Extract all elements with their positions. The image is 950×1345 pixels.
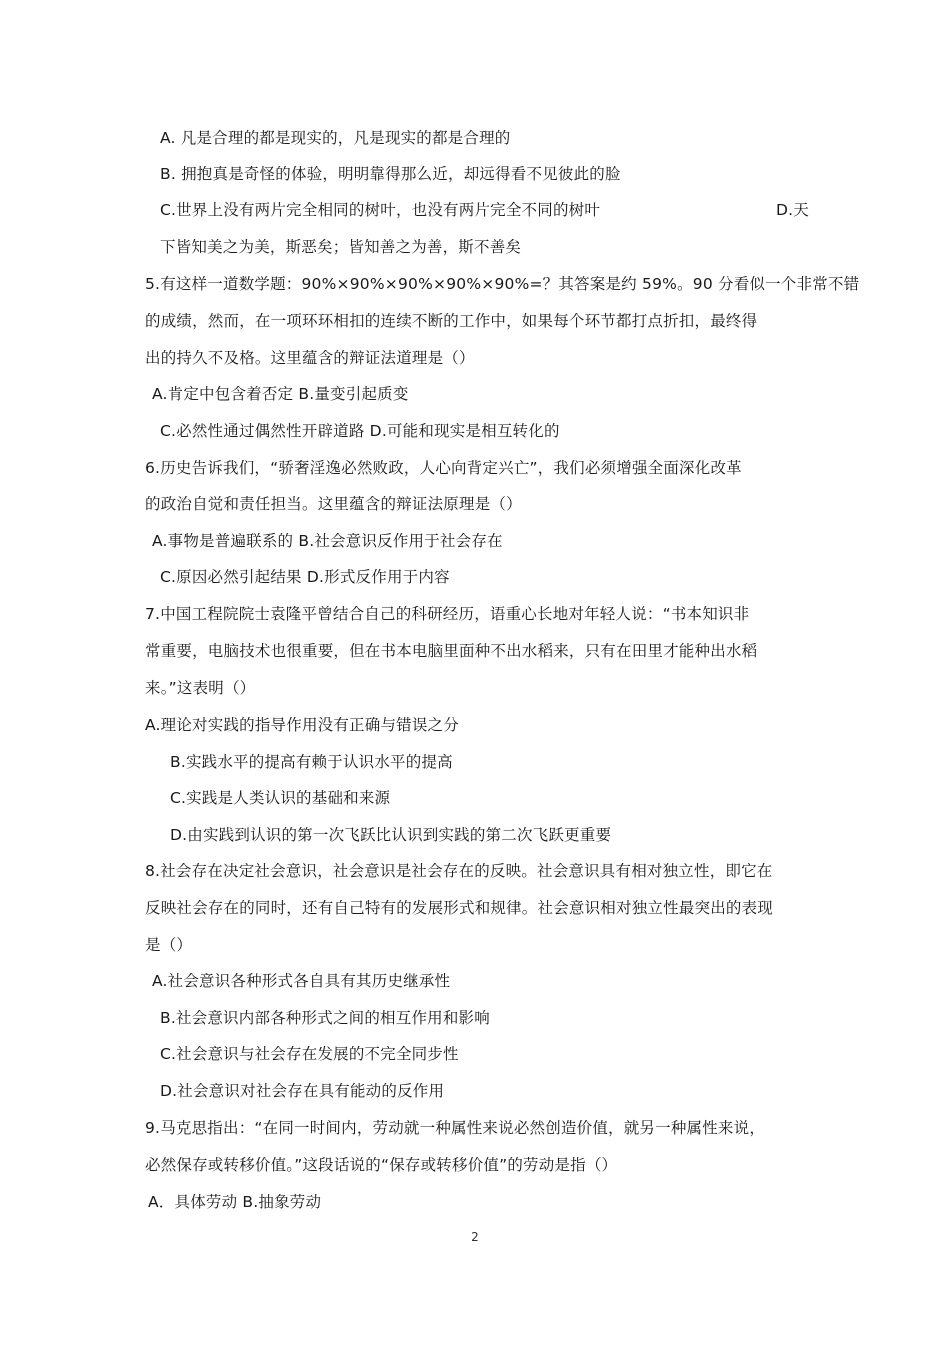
- option-6ab: A.事物是普遍联系的 B.社会意识反作用于社会存在: [152, 532, 503, 550]
- option-8c: C.社会意识与社会存在发展的不完全同步性: [160, 1045, 459, 1063]
- option-8d: D.社会意识对社会存在具有能动的反作用: [160, 1082, 445, 1100]
- question-7-line-1: 7.中国工程院院士袁隆平曾结合自己的科研经历，语重心长地对年轻人说：“书本知识非: [145, 605, 750, 623]
- option-5cd: C.必然性通过偶然性开辟道路 D.可能和现实是相互转化的: [160, 422, 560, 440]
- question-7-line-3: 来。”这表明（）: [145, 679, 256, 697]
- question-9-line-2: 必然保存或转移价值。”这段话说的“保存或转移价值”的劳动是指（）: [145, 1156, 618, 1174]
- page-number: 2: [471, 1230, 479, 1244]
- option-5ab: A.肯定中包含着否定 B.量变引起质变: [152, 385, 409, 403]
- option-9ab: A．具体劳动 B.抽象劳动: [148, 1193, 322, 1211]
- option-7a: A.理论对实践的指导作用没有正确与错误之分: [145, 716, 459, 734]
- question-8-line-3: 是（）: [145, 936, 193, 954]
- question-8-line-2: 反映社会存在的同时，还有自己特有的发展形式和规律。社会意识相对独立性最突出的表现: [145, 899, 774, 917]
- question-6-line-1: 6.历史告诉我们，“骄奢淫逸必然败政，人心向背定兴亡”，我们必须增强全面深化改革: [145, 459, 742, 477]
- option-7d: D.由实践到认识的第一次飞跃比认识到实践的第二次飞跃更重要: [170, 826, 612, 844]
- question-5-line-1: 5.有这样一道数学题：90%×90%×90%×90%×90%=？其答案是约 59%。90 分看似一个非常不错: [145, 275, 860, 293]
- option-8b: B.社会意识内部各种形式之间的相互作用和影响: [160, 1009, 490, 1027]
- option-7b: B.实践水平的提高有赖于认识水平的提高: [170, 753, 453, 771]
- option-4c: C.世界上没有两片完全相同的树叶，也没有两片完全不同的树叶: [160, 201, 601, 219]
- option-8a: A.社会意识各种形式各自具有其历史继承性: [152, 972, 451, 990]
- option-4a: A. 凡是合理的都是现实的，凡是现实的都是合理的: [160, 129, 511, 147]
- option-4d-start: D.天: [776, 201, 809, 219]
- question-8-line-1: 8.社会存在决定社会意识，社会意识是社会存在的反映。社会意识具有相对独立性，即它在: [145, 862, 773, 880]
- question-5-line-3: 出的持久不及格。这里蕴含的辩证法道理是（）: [145, 349, 475, 367]
- question-7-line-2: 常重要，电脑技术也很重要，但在书本电脑里面种不出水稻来，只有在田里才能种出水稻: [145, 642, 758, 660]
- question-6-line-2: 的政治自觉和责任担当。这里蕴含的辩证法原理是（）: [145, 495, 522, 513]
- option-4d-cont: 下皆知美之为美，斯恶矣；皆知善之为善，斯不善矣: [160, 238, 522, 256]
- question-5-line-2: 的成绩，然而，在一项环环相扣的连续不断的工作中，如果每个环节都打点折扣，最终得: [145, 312, 758, 330]
- option-4b: B. 拥抱真是奇怪的体验，明明靠得那么近，却远得看不见彼此的脸: [160, 165, 621, 183]
- question-9-line-1: 9.马克思指出：“在同一时间内，劳动就一种属性来说必然创造价值，就另一种属性来说，: [145, 1119, 766, 1137]
- option-7c: C.实践是人类认识的基础和来源: [170, 789, 391, 807]
- option-6cd: C.原因必然引起结果 D.形式反作用于内容: [160, 568, 450, 586]
